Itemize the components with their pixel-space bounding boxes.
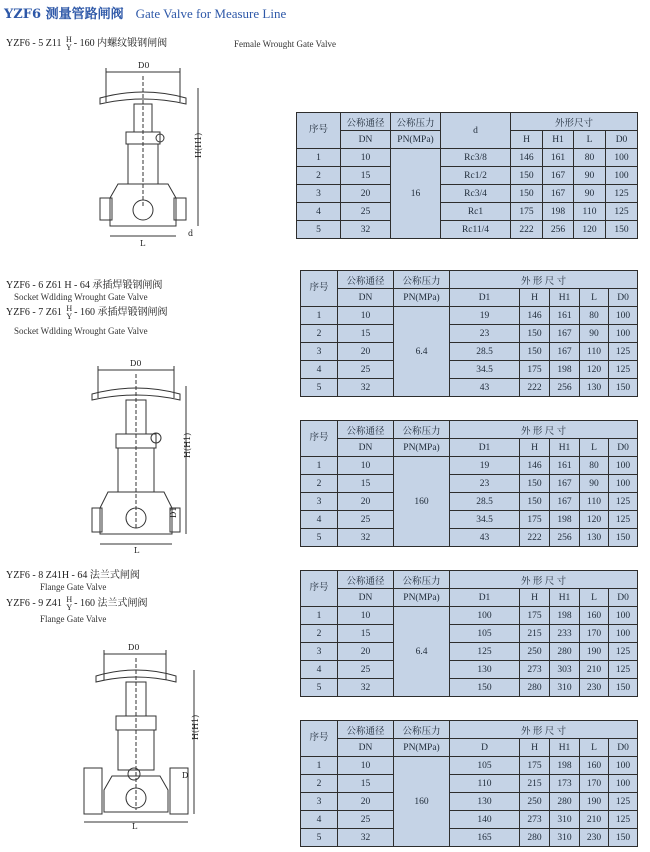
subheader: L: [580, 739, 609, 757]
subheader: D0: [609, 739, 638, 757]
table-row: 5 32 Rc11/4 222 256 120 150: [297, 221, 638, 239]
model-label-yzf6-5: [6, 34, 167, 52]
subheader: L: [580, 289, 609, 307]
table-row: 4 25 34.5 175 198 120 125: [301, 511, 638, 529]
header-dn: 公称通径: [338, 421, 394, 439]
header-pn: 公称压力: [394, 271, 450, 289]
dim-label-d: d: [188, 229, 194, 238]
dim-label-d0: D0: [138, 61, 150, 70]
subheader: H: [520, 589, 550, 607]
dim-label-d0: D0: [128, 643, 140, 652]
subheader: PN(MPa): [394, 439, 450, 457]
subheader: PN(MPa): [391, 131, 441, 149]
model-english-yzf6-8: Flange Gate Valve: [40, 582, 107, 592]
spec-table-yzf6-8: [300, 570, 638, 697]
table-row: 3 20 28.5 150 167 110 125: [301, 493, 638, 511]
subheader: PN(MPa): [394, 739, 450, 757]
table-row: 1 10 160 19 146 161 80 100: [301, 457, 638, 475]
dim-label-h: H(H1): [183, 432, 192, 458]
header-d: d: [441, 113, 511, 149]
subheader: D1: [450, 589, 520, 607]
subheader: D0: [609, 289, 638, 307]
table-row: 3 20 130 250 280 190 125: [301, 793, 638, 811]
subheader: DN: [338, 589, 394, 607]
dim-label-l: L: [132, 822, 138, 830]
model-label-yzf6-6: YZF6 - 6 Z61 H - 64 承插焊锻钢闸阀: [6, 280, 163, 291]
header-seq: 序号: [297, 113, 341, 149]
title-cn: YZF6 测量管路闸阀: [4, 7, 124, 22]
subheader: PN(MPa): [394, 289, 450, 307]
model-english-yzf6-9: Flange Gate Valve: [40, 614, 107, 624]
header-seq: 序号: [301, 421, 338, 457]
valve-drawing-flange: [76, 640, 200, 830]
table-row: 2 15 105 215 233 170 100: [301, 625, 638, 643]
header-dims: 外形尺寸: [511, 113, 638, 131]
subheader: D: [450, 739, 520, 757]
subheader: DN: [338, 439, 394, 457]
header-seq: 序号: [301, 721, 338, 757]
header-seq: 序号: [301, 271, 338, 307]
model-desc: - 160 内螺纹锻钢闸阀: [73, 38, 168, 49]
header-dims: 外 形 尺 寸: [450, 571, 638, 589]
header-pn: 公称压力: [394, 721, 450, 739]
header-dn: 公称通径: [338, 571, 394, 589]
model-english-yzf6-6: Socket Wdlding Wrought Gate Valve: [14, 292, 148, 302]
table-row: 2 15 110 215 173 170 100: [301, 775, 638, 793]
table-row: 1 10 160 105 175 198 160 100: [301, 757, 638, 775]
subheader: D0: [609, 439, 638, 457]
spec-table-yzf6-6: [300, 270, 638, 397]
table-row: 5 32 165 280 310 230 150: [301, 829, 638, 847]
table-row: 4 25 130 273 303 210 125: [301, 661, 638, 679]
subheader: D1: [450, 439, 520, 457]
dim-label-d: D: [182, 771, 189, 780]
subheader: PN(MPa): [394, 589, 450, 607]
subheader: H1: [550, 739, 580, 757]
table-row: 2 15 23 150 167 90 100: [301, 475, 638, 493]
subheader: L: [580, 439, 609, 457]
table-row: 2 15 Rc1/2 150 167 90 100: [297, 167, 638, 185]
model-label-yzf6-9: YZF6 - 9 Z41 H Y - 160 法兰式闸阀: [6, 594, 148, 612]
pn-value: 160: [394, 757, 450, 847]
subheader: H: [511, 131, 543, 149]
spec-table-yzf6-5: [296, 112, 638, 239]
subheader: D0: [609, 589, 638, 607]
dim-label-h: H(H1): [194, 132, 203, 158]
pn-value: 160: [394, 457, 450, 547]
header-pn: 公称压力: [391, 113, 441, 131]
header-pn: 公称压力: [394, 571, 450, 589]
subheader: D1: [450, 289, 520, 307]
subheader: H: [520, 739, 550, 757]
header-dims: 外 形 尺 寸: [450, 721, 638, 739]
table-row: 3 20 125 250 280 190 125: [301, 643, 638, 661]
pn-value: 16: [391, 149, 441, 239]
valve-drawing-threaded: [88, 58, 208, 248]
header-seq: 序号: [301, 571, 338, 607]
dim-label-l: L: [140, 239, 146, 248]
pn-value: 6.4: [394, 607, 450, 697]
subheader: H: [520, 289, 550, 307]
subheader: H1: [550, 589, 580, 607]
valve-drawing-socket-weld: [76, 358, 198, 554]
table-row: 3 20 Rc3/4 150 167 90 125: [297, 185, 638, 203]
subheader: H: [520, 439, 550, 457]
dim-label-d1: D1: [169, 506, 178, 518]
table-row: 4 25 140 273 310 210 125: [301, 811, 638, 829]
header-dn: 公称通径: [341, 113, 391, 131]
table-row: 4 25 34.5 175 198 120 125: [301, 361, 638, 379]
table-row: 5 32 43 222 256 130 150: [301, 529, 638, 547]
spec-table-yzf6-7: [300, 420, 638, 547]
table-row: 2 15 23 150 167 90 100: [301, 325, 638, 343]
subheader: L: [574, 131, 606, 149]
table-row: 5 32 150 280 310 230 150: [301, 679, 638, 697]
table-row: 1 10 6.4 19 146 161 80 100: [301, 307, 638, 325]
subheader: DN: [338, 739, 394, 757]
subheader: DN: [338, 289, 394, 307]
pn-value: 6.4: [394, 307, 450, 397]
dim-label-d0: D0: [130, 359, 142, 368]
subheader: H1: [550, 439, 580, 457]
page-title: [4, 3, 286, 22]
subheader: H1: [543, 131, 574, 149]
header-dn: 公称通径: [338, 271, 394, 289]
table-row: 1 10 6.4 100 175 198 160 100: [301, 607, 638, 625]
model-label-yzf6-8: YZF6 - 8 Z41H - 64 法兰式闸阀: [6, 570, 140, 581]
model-code: YZF6 - 5 Z11: [6, 38, 62, 49]
header-dims: 外 形 尺 寸: [450, 421, 638, 439]
model-english-yzf6-5: Female Wrought Gate Valve: [234, 39, 337, 49]
model-fraction: H Y: [65, 34, 72, 52]
table-row: 3 20 28.5 150 167 110 125: [301, 343, 638, 361]
subheader: D0: [606, 131, 638, 149]
table-row: 5 32 43 222 256 130 150: [301, 379, 638, 397]
model-fraction: H Y: [66, 303, 73, 321]
header-dn: 公称通径: [338, 721, 394, 739]
header-pn: 公称压力: [394, 421, 450, 439]
subheader: H1: [550, 289, 580, 307]
model-english-yzf6-7: Socket Wdlding Wrought Gate Valve: [14, 326, 148, 336]
subheader: L: [580, 589, 609, 607]
spec-table-yzf6-9: [300, 720, 638, 847]
title-en: Gate Valve for Measure Line: [135, 6, 287, 21]
model-label-yzf6-7: YZF6 - 7 Z61 H Y - 160 承插焊锻钢闸阀: [6, 303, 168, 321]
dim-label-h: H(H1): [191, 714, 200, 740]
model-fraction: H Y: [66, 594, 73, 612]
table-row: 1 10 16 Rc3/8 146 161 80 100: [297, 149, 638, 167]
subheader: DN: [341, 131, 391, 149]
table-row: 4 25 Rc1 175 198 110 125: [297, 203, 638, 221]
header-dims: 外 形 尺 寸: [450, 271, 638, 289]
dim-label-l: L: [134, 546, 140, 554]
